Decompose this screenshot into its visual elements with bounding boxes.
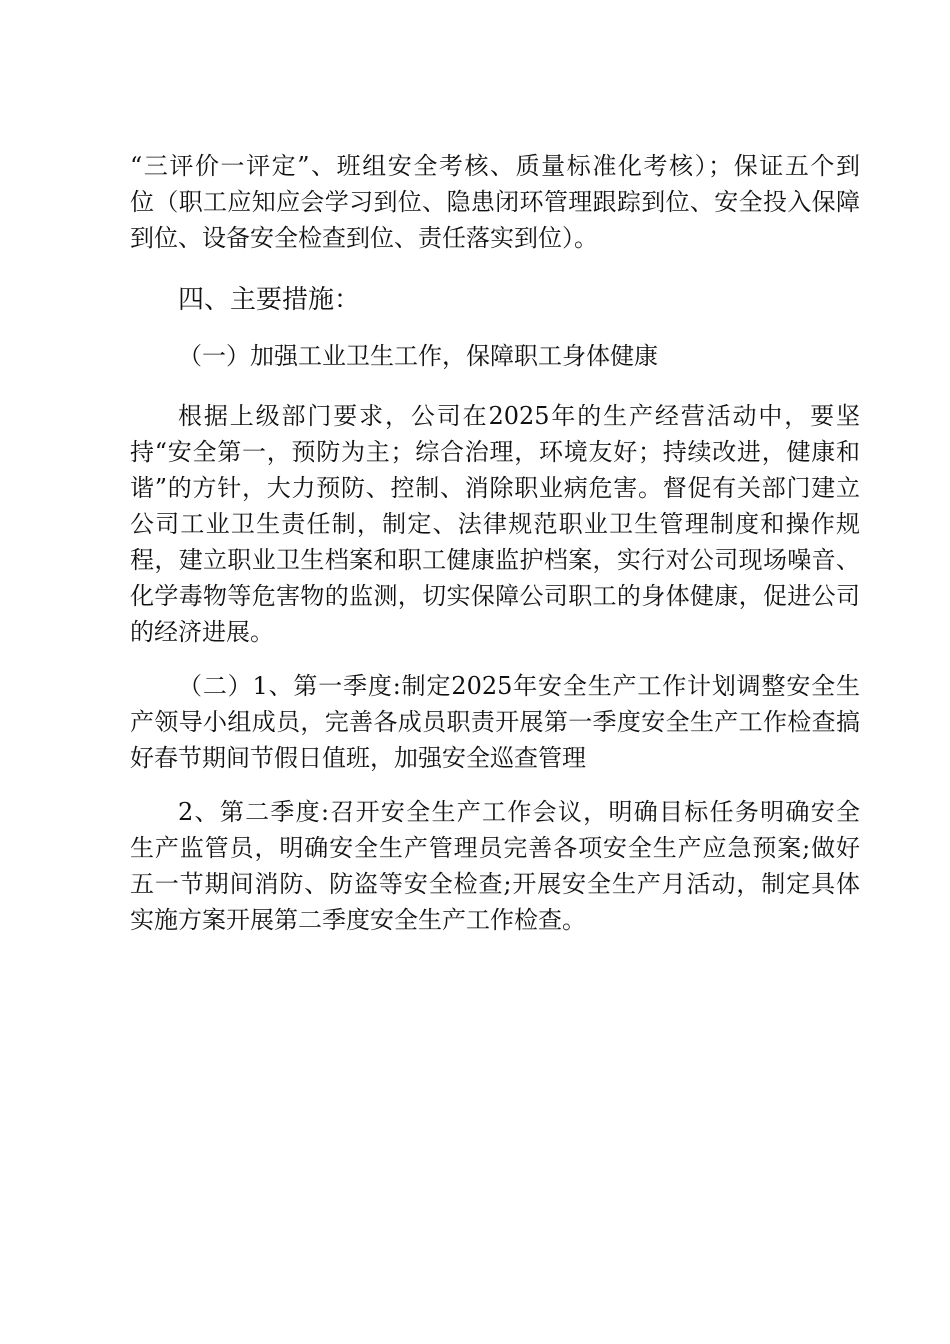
text-line: （二）1、第一季度:制定2025年安全生产工作计划调整安全生 (178, 672, 860, 700)
text-line: 公司工业卫生责任制，制定、法律规范职业卫生管理制度和操作规 (130, 510, 860, 538)
text-line: 实施方案开展第二季度安全生产工作检查。 (130, 906, 586, 934)
text-line: 好春节期间节假日值班，加强安全巡查管理 (130, 744, 586, 772)
paragraph-q1 (130, 668, 860, 776)
text-line: “三评价一评定”、班组安全考核、质量标准化考核）；保证五个到 (130, 152, 860, 180)
text-line: 化学毒物等危害物的监测，切实保障公司职工的身体健康，促进公司 (130, 582, 860, 610)
text-line: 位（职工应知应会学习到位、隐患闭环管理跟踪到位、安全投入保障 (130, 188, 860, 216)
text-line: 的经济进展。 (130, 618, 274, 646)
text-line: 五一节期间消防、防盗等安全检查;开展安全生产月活动，制定具体 (130, 870, 860, 898)
text-line: 2、第二季度:召开安全生产工作会议，明确目标任务明确安全 (178, 798, 860, 826)
subsection-title: （一）加强工业卫生工作，保障职工身体健康 (178, 342, 658, 370)
text-line: 程，建立职业卫生档案和职工健康监护档案，实行对公司现场噪音、 (130, 546, 860, 574)
section-heading: 四、主要措施： (178, 285, 361, 315)
intro-paragraph (130, 148, 860, 256)
text-line: 到位、设备安全检查到位、责任落实到位）。 (130, 224, 598, 252)
paragraph-q2 (130, 794, 860, 938)
paragraph-health (130, 398, 860, 650)
text-line: 持“安全第一，预防为主；综合治理，环境友好；持续改进，健康和 (130, 438, 860, 466)
text-line: 生产监管员，明确安全生产管理员完善各项安全生产应急预案;做好 (130, 834, 860, 862)
text-line: 谐”的方针，大力预防、控制、消除职业病危害。督促有关部门建立 (130, 474, 860, 502)
text-line: 根据上级部门要求，公司在2025年的生产经营活动中，要坚 (178, 402, 860, 430)
text-line: 产领导小组成员，完善各成员职责开展第一季度安全生产工作检查搞 (130, 708, 860, 736)
document-page (130, 148, 860, 938)
